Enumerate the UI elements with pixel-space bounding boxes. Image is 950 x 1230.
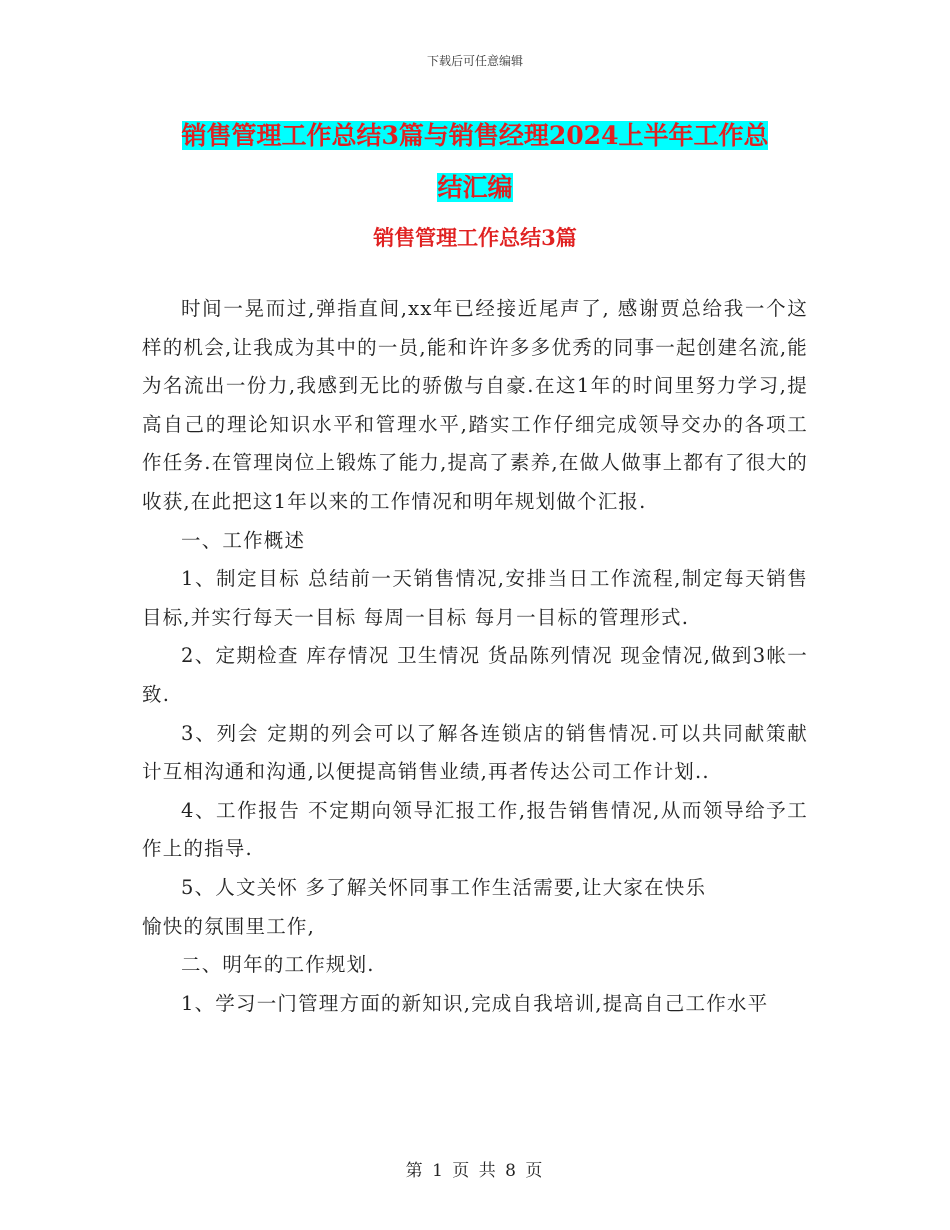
paragraph: 4、工作报告 不定期向领导汇报工作,报告销售情况,从而领导给予工作上的指导. — [142, 798, 808, 861]
document-title — [150, 110, 800, 214]
paragraph: 二、明年的工作规划. — [181, 953, 375, 977]
document-title-line1: 销售管理工作总结3篇与销售经理2024上半年工作总 — [181, 121, 769, 150]
section-title: 销售管理工作总结3篇 — [373, 225, 577, 250]
paragraph: 1、学习一门管理方面的新知识,完成自我培训,提高自己工作水平 — [181, 991, 769, 1015]
paragraph: 5、人文关怀 多了解关怀同事工作生活需要,让大家在快乐 — [181, 875, 707, 899]
page-number-footer: 第 1 页 共 8 页 — [405, 1161, 545, 1181]
paragraph: 时间一晃而过,弹指直间,xx年已经接近尾声了, 感谢贾总给我一个这样的机会,让我成为其中的一员,能和许许多多优秀的同事一起创建名流,能为名流出一份力,我感到无比的骄傲与自豪.在这1年的时间里努力学习,提高自己的理论知识水平和管理水平,踏实工作仔细完成领导交办的各项工作任务.在管理岗位上锻炼了能力,提高了素养,在做人做事上都有了很大的收获,在此把这1年以来的工作情况和明年规划做个汇报. — [142, 297, 808, 513]
paragraph: 3、列会 定期的列会可以了解各连锁店的销售情况.可以共同献策献计互相沟通和沟通,以便提高销售业绩,再者传达公司工作计划.. — [142, 721, 808, 784]
paragraph: 2、定期检查 库存情况 卫生情况 货品陈列情况 现金情况,做到3帐一致. — [142, 644, 808, 706]
header-note: 下载后可任意编辑 — [426, 54, 523, 68]
document-body — [142, 290, 808, 1023]
paragraph: 一、工作概述 — [181, 528, 306, 552]
paragraph: 愉快的氛围里工作, — [142, 914, 315, 938]
paragraph: 1、制定目标 总结前一天销售情况,安排当日工作流程,制定每天销售目标,并实行每天一目标 每周一目标 每月一目标的管理形式. — [142, 567, 808, 629]
document-title-line2: 结汇编 — [437, 173, 513, 202]
